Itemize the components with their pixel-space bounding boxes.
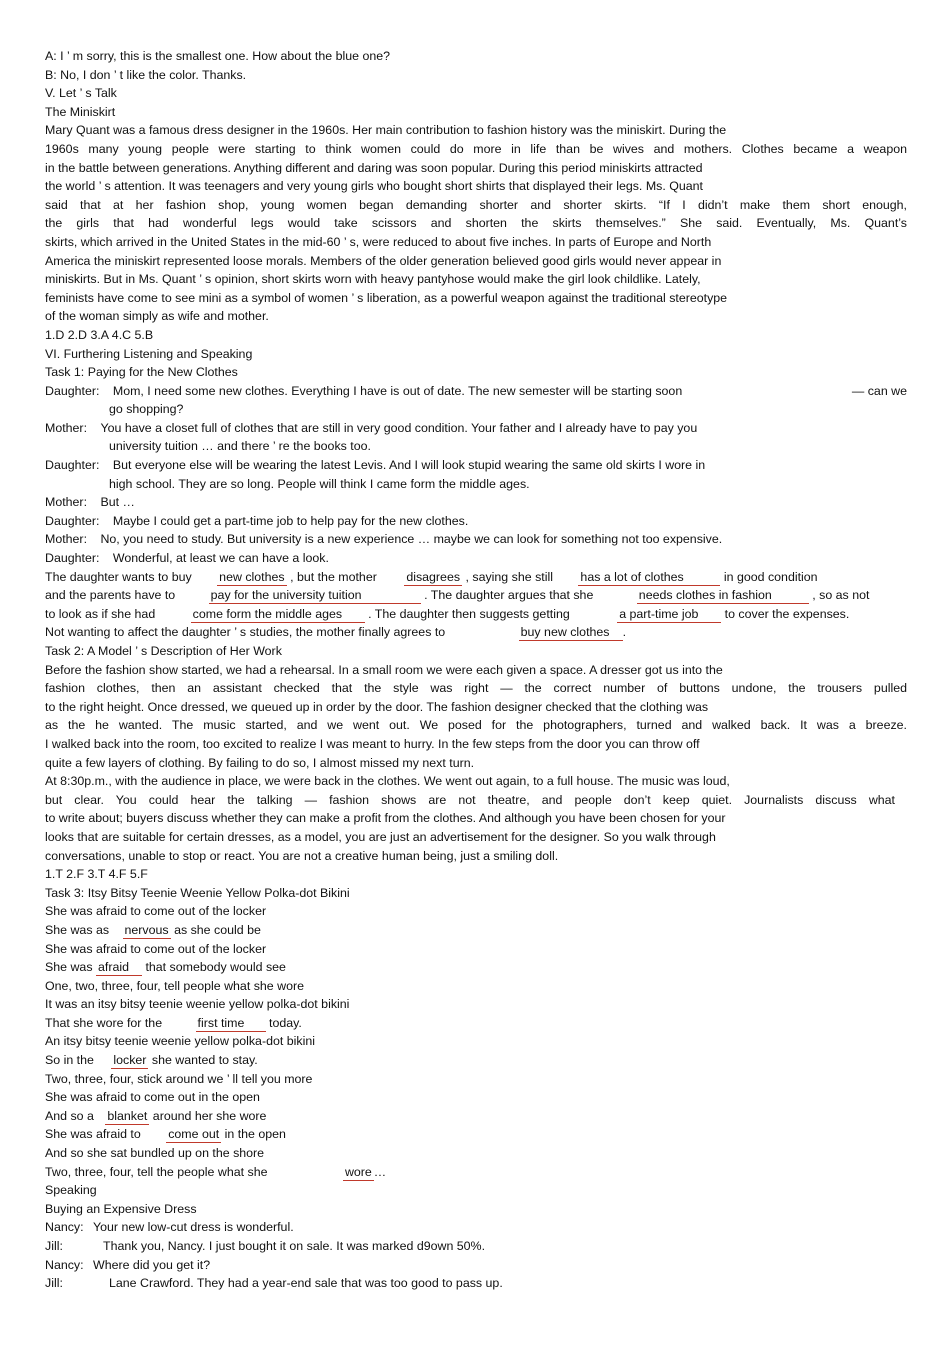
passage-line: but clear. You could hear the talking — fashion shows are not theatre, and people don’t keep quiet. Journalists discuss what: [45, 792, 895, 807]
speaker: Nancy:: [45, 1257, 84, 1272]
dialogue-line: [45, 382, 907, 401]
section-heading: Speaking: [45, 1183, 97, 1198]
lyric-line: She was afraid to come out of the locker: [45, 941, 267, 956]
passage-line: said that at her fashion shop, young women began demanding shorter and shorter skirts. “If I didn’t make them short enough,: [45, 197, 907, 212]
dialogue-line-b: B: No, I don ’ t like the color. Thanks.: [45, 67, 247, 82]
summary-text: to cover the expenses.: [724, 606, 850, 621]
summary-text: and the parents have to: [45, 588, 176, 603]
document-page: [45, 47, 907, 1293]
summary-text: , so as not: [812, 588, 870, 603]
dialogue-line: [45, 1256, 907, 1275]
dialogue-line: go shopping?: [109, 402, 184, 417]
lyric-line: [45, 1163, 907, 1182]
lyric-line: It was an itsy bitsy teenie weenie yellow polka-dot bikini: [45, 997, 350, 1012]
miniskirt-passage: [45, 121, 907, 326]
lyric-text: that somebody would see: [145, 960, 286, 975]
lyric-text: today.: [269, 1015, 302, 1030]
answer-blank: new clothes: [219, 569, 285, 584]
summary-text: , saying she still: [465, 569, 553, 584]
task-title: Task 3: Itsy Bitsy Teenie Weenie Yellow Polka-dot Bikini: [45, 885, 350, 900]
summary-text: in good condition: [723, 569, 818, 584]
utterance: Your new low-cut dress is wonderful.: [93, 1220, 294, 1235]
task-title: Task 2: A Model ’ s Description of Her Work: [45, 644, 282, 658]
utterance: Maybe I could get a part-time job to help pay for the new clothes.: [112, 513, 469, 528]
utterance: Thank you, Nancy. I just bought it on sale. It was marked d9own 50%.: [103, 1239, 486, 1253]
speaking-dialogue: [45, 1218, 907, 1292]
speaker: Mother:: [45, 495, 88, 510]
dialogue-line: university tuition … and there ’ re the books too.: [109, 439, 371, 454]
lyric-text: around her she wore: [152, 1108, 267, 1123]
lyric-text: as she could be: [174, 922, 261, 937]
passage-line: quite a few layers of clothing. By failing to do so, I almost missed my next turn.: [45, 755, 475, 770]
answer-blank: pay for the university tuition: [209, 588, 421, 604]
lyric-line: [45, 1014, 907, 1033]
speaker: Mother:: [45, 532, 88, 547]
lyric-line: And so she sat bundled up on the shore: [45, 1146, 265, 1161]
passage-line: skirts, which arrived in the United States in the mid-60 ’ s, were reduced to about five inches. In parts of Europe and North: [45, 234, 712, 249]
lyric-line: Two, three, four, stick around we ’ ll tell you more: [45, 1071, 313, 1086]
summary-text: . The daughter then suggests getting: [368, 606, 570, 621]
dialogue-line: [45, 419, 907, 438]
dialogue-line: [45, 1237, 907, 1256]
dialogue-line: [45, 456, 907, 475]
lyric-text: So in the: [45, 1053, 94, 1068]
speaker: Mother:: [45, 420, 88, 435]
passage-line: fashion clothes, then an assistant checked that the style was right — the correct number of buttons undone, the trousers pulled: [45, 681, 907, 696]
speaker: Daughter:: [45, 513, 100, 528]
answer-key: 1.D 2.D 3.A 4.C 5.B: [45, 327, 154, 342]
lyric-line: An itsy bitsy teenie weenie yellow polka-dot bikini: [45, 1034, 315, 1049]
passage-line: the girls that had wonderful legs would take scissors and shorten the skirts themselves.” She said. Eventually, Ms. Quant’s: [45, 216, 907, 231]
lyric-line: [45, 1107, 907, 1126]
answer-blank: locker: [113, 1053, 147, 1068]
answer-blank: has a lot of clothes: [578, 570, 720, 586]
answer-blank: needs clothes in fashion: [637, 588, 809, 604]
answer-blank: nervous: [124, 922, 169, 937]
passage-line: conversations, unable to stop or react. You are not a creative human being, just a smiling doll.: [45, 848, 559, 863]
answer-blank: first time: [196, 1016, 266, 1032]
song-lyrics: [45, 902, 907, 1181]
summary-text: . The daughter argues that she: [424, 588, 594, 603]
section-heading: VI. Furthering Listening and Speaking: [45, 346, 253, 361]
utterance: No, you need to study. But university is a new experience … maybe we can look for something not too expensive.: [100, 532, 723, 547]
passage-line: I walked back into the room, too excited to realize I was meant to hurry. In the few steps from the door you can throw off: [45, 736, 700, 751]
answer-blank: come form the middle ages: [191, 607, 365, 623]
task2-passage: [45, 661, 907, 866]
summary-line: [45, 586, 907, 605]
lyric-text: That she wore for the: [45, 1015, 163, 1030]
summary-line: [45, 605, 907, 624]
summary-text: The daughter wants to buy: [45, 569, 192, 584]
speaker: Jill:: [45, 1239, 63, 1253]
section-heading: V. Let ’ s Talk: [45, 86, 117, 101]
dialogue-line: [45, 530, 907, 549]
answer-blank: come out: [168, 1127, 220, 1142]
lyric-text: Two, three, four, tell the people what she: [45, 1164, 268, 1179]
speaking-title: Buying an Expensive Dress: [45, 1201, 197, 1216]
lyric-line: [45, 921, 907, 940]
utterance-tail: — can we: [851, 383, 907, 398]
passage-line: miniskirts. But in Ms. Quant ’ s opinion, short skirts worn with heavy pantyhose would make the girl look childlike. Lately,: [45, 272, 701, 287]
utterance: But …: [100, 495, 135, 510]
lyric-line: [45, 1125, 907, 1144]
utterance: Where did you get it?: [93, 1257, 211, 1272]
lyric-text: in the open: [224, 1127, 286, 1142]
answer-blank: buy new clothes: [519, 625, 623, 641]
passage-line: to write about; buyers discuss whether they can make a profit from the clothes. And although you have been chosen for your: [45, 811, 726, 826]
lyric-line: One, two, three, four, tell people what she wore: [45, 978, 304, 993]
answer-blank: disagrees: [406, 569, 461, 584]
summary-text: Not wanting to affect the daughter ’ s studies, the mother finally agrees to: [45, 625, 446, 640]
lyric-line: [45, 958, 907, 977]
lyric-text: And so a: [45, 1108, 94, 1123]
passage-line: looks that are suitable for certain dresses, as a model, you are just an advertisement for the designer. So you walk through: [45, 829, 716, 844]
lyric-line: She was afraid to come out in the open: [45, 1090, 260, 1105]
lyric-text: she wanted to stay.: [151, 1053, 258, 1068]
dialogue-line: high school. They are so long. People will think I came form the middle ages.: [109, 476, 530, 491]
lyric-text: She was: [45, 960, 93, 975]
speaker: Daughter:: [45, 551, 100, 566]
passage-line: in the battle between generations. Anything different and daring was soon popular. During this period miniskirts attracted: [45, 160, 703, 175]
summary-text: , but the mother: [290, 569, 377, 584]
answer-blank: blanket: [107, 1108, 148, 1123]
dialogue-line: [45, 549, 907, 568]
answer-key: 1.T 2.F 3.T 4.F 5.F: [45, 867, 148, 882]
dialogue-line: [45, 1218, 907, 1237]
answer-blank: afraid: [96, 960, 142, 976]
speaker: Nancy:: [45, 1220, 84, 1235]
lyric-text: …: [373, 1164, 387, 1179]
summary-line: [45, 568, 907, 587]
passage-title: The Miniskirt: [45, 104, 116, 119]
utterance: Wonderful, at least we can have a look.: [112, 551, 329, 566]
lyric-line: [45, 1051, 907, 1070]
summary-text: .: [622, 625, 627, 640]
dialogue-line: [45, 512, 907, 531]
lyric-text: She was as: [45, 922, 110, 937]
passage-line: as the he wanted. The music started, and we went out. We posed for the photographers, turned and walked back. It was a breeze.: [45, 718, 907, 733]
task-title: Task 1: Paying for the New Clothes: [45, 365, 238, 380]
passage-line: the world ’ s attention. It was teenagers and very young girls who bought short shirts that displayed their legs. Ms. Quant: [45, 179, 703, 194]
passage-line: Before the fashion show started, we had a rehearsal. In a small room we were each given a space. A dresser got us into the: [45, 662, 723, 677]
passage-line: to the right height. Once dressed, we queued up in order by the door. The fashion designer checked that the clothing was: [45, 699, 709, 714]
summary-text: to look as if she had: [45, 606, 156, 621]
dialogue-line: [45, 1274, 907, 1293]
passage-line: feminists have come to see mini as a symbol of women ’ s liberation, as a powerful weapon against the traditional stereotype: [45, 290, 728, 305]
passage-line: America the miniskirt represented loose morals. Members of the older generation believed good girls would never appear in: [45, 253, 722, 268]
summary-line: [45, 623, 907, 642]
passage-line: At 8:30p.m., with the audience in place, we were back in the clothes. We went out again, to a full house. The music was loud,: [45, 774, 730, 789]
passage-line: Mary Quant was a famous dress designer in the 1960s. Her main contribution to fashion history was the miniskirt. During the: [45, 123, 727, 138]
dialogue-line: [45, 493, 907, 512]
utterance: Mom, I need some new clothes. Everything I have is out of date. The new semester will be starting soon: [112, 383, 683, 398]
task1-dialogue: [45, 382, 907, 568]
passage-line: 1960s many young people were starting to think women could do more in life than be wives and mothers. Clothes became a weapon: [45, 141, 907, 156]
speaker: Jill:: [45, 1276, 63, 1291]
utterance: But everyone else will be wearing the latest Levis. And I will look stupid wearing the same old skirts I wore in: [112, 458, 706, 473]
passage-line: of the woman simply as wife and mother.: [45, 309, 269, 324]
utterance: Lane Crawford. They had a year-end sale that was too good to pass up.: [109, 1276, 503, 1291]
lyric-text: She was afraid to: [45, 1127, 141, 1142]
task1-summary: [45, 568, 907, 642]
answer-blank: a part-time job: [617, 607, 721, 623]
utterance: You have a closet full of clothes that are still in very good condition. Your father and I already have to pay you: [100, 420, 698, 435]
dialogue-line-a: A: I ’ m sorry, this is the smallest one. How about the blue one?: [45, 49, 391, 63]
speaker: Daughter:: [45, 458, 100, 473]
speaker: Daughter:: [45, 383, 100, 398]
answer-blank: wore: [344, 1164, 372, 1179]
lyric-line: She was afraid to come out of the locker: [45, 904, 267, 919]
